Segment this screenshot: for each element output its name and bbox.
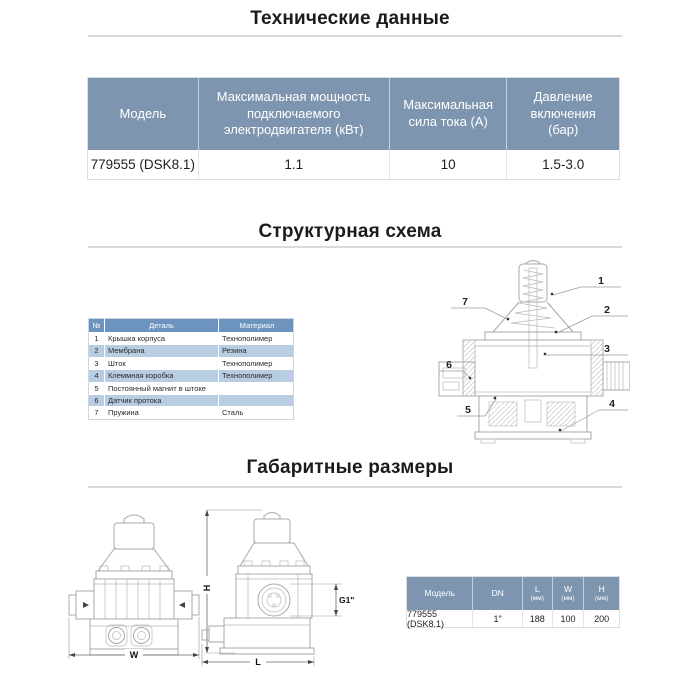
side-view-drawing [190, 500, 355, 672]
part-material: Технополимер [222, 371, 273, 381]
part-name: Мембрана [105, 345, 219, 356]
col-header-number: № [89, 319, 105, 332]
width-value: 100 [553, 610, 585, 627]
part-material: Технополимер [222, 334, 273, 343]
thread-size-label: G1" [339, 595, 355, 605]
model-value: 779555 (DSK8.1) [407, 610, 473, 627]
structure-cross-section-diagram [435, 256, 630, 446]
callout-4: 4 [609, 398, 615, 410]
col-header-part: Деталь [105, 319, 219, 332]
parts-table [88, 318, 294, 420]
callout-3: 3 [604, 343, 610, 355]
divider [88, 486, 622, 488]
part-number: 2 [89, 345, 105, 356]
table-row [88, 150, 619, 179]
col-header-dn [473, 577, 523, 610]
part-name: Пружина [105, 407, 219, 418]
col-header-model [407, 577, 473, 610]
pressure-value: 1.5-3.0 [542, 157, 585, 172]
header-label: W [563, 584, 572, 595]
table-row [89, 332, 293, 344]
section-title-structure: Структурная схема [258, 221, 442, 242]
length-value: 188 [523, 610, 553, 627]
col-header-length [523, 577, 553, 610]
part-name: Датчик протока [105, 395, 219, 406]
dimensions-table-header-row [407, 577, 619, 610]
col-header-max-current: Максимальная сила тока (А) [390, 78, 508, 150]
header-label: L [534, 584, 540, 595]
part-number: 7 [89, 407, 105, 418]
table-row [89, 369, 293, 381]
header-unit: (мм) [595, 594, 609, 602]
callout-2: 2 [604, 304, 610, 316]
header-unit: (мм) [530, 594, 544, 602]
callout-5: 5 [465, 404, 471, 416]
part-number: 4 [89, 370, 105, 381]
col-header-material: Материал [239, 321, 275, 330]
col-header-width [553, 577, 585, 610]
height-dimension-label: H [202, 584, 212, 592]
col-header-model: Модель [88, 78, 199, 150]
header-label: H [598, 584, 605, 595]
table-row [407, 610, 619, 627]
width-dimension-label: W [129, 650, 139, 660]
divider [88, 35, 622, 37]
part-name: Шток [105, 358, 219, 369]
table-row [89, 357, 293, 369]
header-label: DN [491, 588, 504, 599]
part-name: Клеммная коробка [105, 370, 219, 381]
part-number: 5 [89, 383, 105, 394]
table-row [89, 406, 293, 418]
dn-value: 1" [473, 610, 523, 627]
col-header-height [584, 577, 619, 610]
part-material [219, 395, 295, 406]
length-dimension-label: L [255, 657, 261, 667]
table-row [89, 344, 293, 356]
col-header-pressure: Давление включения (бар) [507, 78, 619, 150]
model-value: 779555 (DSK8.1) [88, 150, 199, 179]
part-number: 6 [89, 395, 105, 406]
callout-1: 1 [598, 275, 604, 287]
header-label: Модель [424, 588, 455, 599]
part-material [219, 383, 295, 394]
front-view-drawing [64, 505, 204, 667]
part-number: 3 [89, 358, 105, 369]
part-material: Технополимер [222, 358, 273, 368]
height-value: 200 [594, 613, 610, 624]
technical-table-header-row [88, 78, 619, 150]
header-unit: (мм) [561, 594, 575, 602]
part-name: Постоянный магнит в штоке [105, 383, 219, 394]
parts-table-header-row [89, 319, 293, 332]
table-row [89, 394, 293, 406]
section-title-dimensions: Габаритные размеры [246, 457, 454, 478]
section-title-technical-data: Технические данные [250, 8, 450, 29]
technical-data-table [87, 77, 620, 180]
table-row [89, 382, 293, 394]
part-material: Сталь [222, 408, 244, 418]
dimensions-table [406, 576, 620, 628]
part-name: Крышка корпуса [105, 333, 219, 344]
callout-7: 7 [462, 296, 468, 308]
max-current-value: 10 [390, 150, 508, 179]
part-number: 1 [89, 333, 105, 344]
max-power-value: 1.1 [199, 150, 390, 179]
part-material: Резина [222, 346, 247, 356]
divider [88, 246, 622, 248]
callout-6: 6 [446, 359, 452, 371]
col-header-max-power: Максимальная мощность подключаемого электродвигателя (кВт) [199, 78, 390, 150]
